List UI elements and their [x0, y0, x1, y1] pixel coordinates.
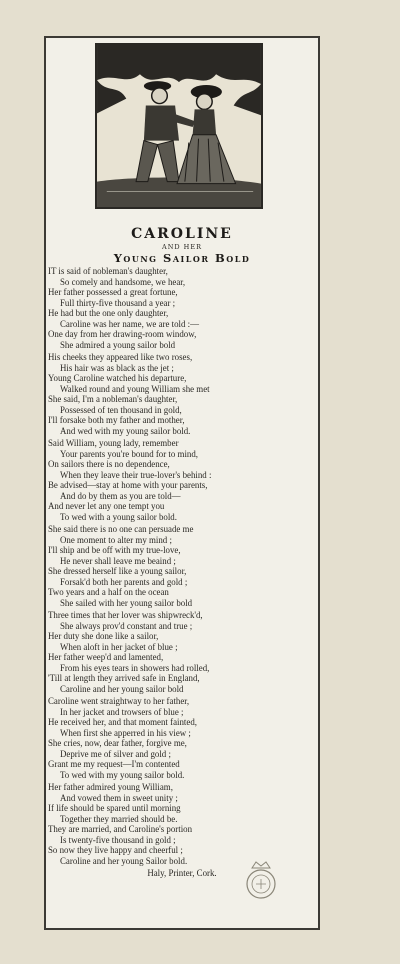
verse-line: His cheeks they appeared like two roses, — [48, 352, 193, 362]
verse-line: And never let any one tempt you — [48, 501, 165, 511]
verse-line: Young Caroline watched his departure, — [48, 373, 187, 383]
verse-line: Her father weep'd and lamented, — [48, 652, 164, 662]
verse — [48, 438, 316, 522]
verse-line: He had but the one only daughter, — [48, 308, 169, 318]
verse-line: And vowed them in sweet unity ; — [60, 792, 178, 803]
verse-line: When they leave their true-lover's behind : — [60, 469, 212, 480]
verse-line: Walked round and young William she met — [60, 383, 210, 394]
verse-line: Your parents you're bound for to mind, — [60, 448, 198, 459]
verse-line: From his eyes tears in showers had rolled, — [60, 662, 210, 673]
verse-line: Full thirty-five thousand a year ; — [60, 297, 176, 308]
ballad-verses — [48, 266, 316, 868]
verse-line: To wed with my young sailor bold. — [60, 769, 185, 780]
verse-line: Her father admired young William, — [48, 782, 173, 792]
couple-woodcut-illustration — [95, 43, 263, 209]
verse-line: So now they live happy and cheerful ; — [48, 845, 183, 855]
verse-line: I'll forsake both my father and mother, — [48, 415, 185, 425]
verse-line: Possessed of ten thousand in gold, — [60, 404, 182, 415]
verse-line: She said, I'm a nobleman's daughter, — [48, 394, 178, 404]
verse-line: Caroline was her name, we are told :— — [60, 318, 199, 329]
verse-line: When first she apperred in his view ; — [60, 727, 191, 738]
verse-line: Together they married should be. — [60, 813, 178, 824]
printer-imprint: Haly, Printer, Cork. — [147, 868, 217, 878]
ballad-subtitle: AND HER — [162, 243, 202, 251]
broadside-sheet — [44, 36, 320, 930]
verse-line: And wed with my young sailor bold. — [60, 425, 191, 436]
verse-line: Grant me my request—I'm contented — [48, 759, 180, 769]
ballad-title-line2: Young Sailor Bold — [113, 251, 251, 265]
verse-line: So comely and handsome, we hear, — [60, 276, 186, 287]
ballad-title: CAROLINE — [131, 226, 233, 242]
verse-line: Two years and a half on the ocean — [48, 587, 169, 597]
verse-line: And do by them as you are told— — [60, 490, 181, 501]
verse-line: Her father possessed a great fortune, — [48, 287, 178, 297]
verse-line: Is twenty-five thousand in gold ; — [60, 834, 176, 845]
verse-line: She said there is no one can persuade me — [48, 524, 194, 534]
verse — [48, 610, 316, 694]
verse-line: She admired a young sailor bold — [60, 339, 176, 350]
verse — [48, 266, 316, 350]
verse-line: She sailed with her young sailor bold — [60, 597, 193, 608]
verse-line: In her jacket and trowsers of blue ; — [60, 706, 184, 717]
verse-line: On sailors there is no dependence, — [48, 459, 170, 469]
verse-line: They are married, and Caroline's portion — [48, 824, 193, 834]
library-stamp-icon — [244, 860, 278, 900]
verse — [48, 524, 316, 608]
verse-line: 'Till at length they arrived safe in England, — [48, 673, 200, 683]
verse-line: To wed with a young sailor bold. — [60, 511, 177, 522]
verse-line: IT is said of nobleman's daughter, — [48, 266, 168, 276]
verse-line: When aloft in her jacket of blue ; — [60, 641, 178, 652]
verse-line: She dressed herself like a young sailor, — [48, 566, 187, 576]
verse-line: Caroline and her young sailor bold — [60, 683, 184, 694]
verse — [48, 352, 316, 436]
verse-line: He received her, and that moment fainted, — [48, 717, 197, 727]
verse-line: Three times that her lover was shipwreck'd, — [48, 610, 203, 620]
verse-line: One moment to alter my mind ; — [60, 534, 172, 545]
verse-line: Deprive me of silver and gold ; — [60, 748, 171, 759]
verse — [48, 696, 316, 780]
verse-line: Be advised—stay at home with your parents, — [48, 480, 208, 490]
verse-line: Her duty she done like a sailor, — [48, 631, 159, 641]
verse-line: Forsak'd both her parents and gold ; — [60, 576, 188, 587]
verse-line: One day from her drawing-room window, — [48, 329, 197, 339]
verse-line: Caroline went straightway to her father, — [48, 696, 190, 706]
verse-line: She cries, now, dear father, forgive me, — [48, 738, 187, 748]
verse-line: I'll ship and be off with my true-love, — [48, 545, 181, 555]
verse-line: He never shall leave me beaind ; — [60, 555, 176, 566]
verse — [48, 782, 316, 866]
verse-line: If life should be spared until morning — [48, 803, 181, 813]
verse-line: Caroline and her young Sailor bold. — [60, 855, 188, 866]
verse-line: She always prov'd constant and true ; — [60, 620, 193, 631]
verse-line: Said William, young lady, remember — [48, 438, 179, 448]
verse-line: His hair was as black as the jet ; — [60, 362, 174, 373]
